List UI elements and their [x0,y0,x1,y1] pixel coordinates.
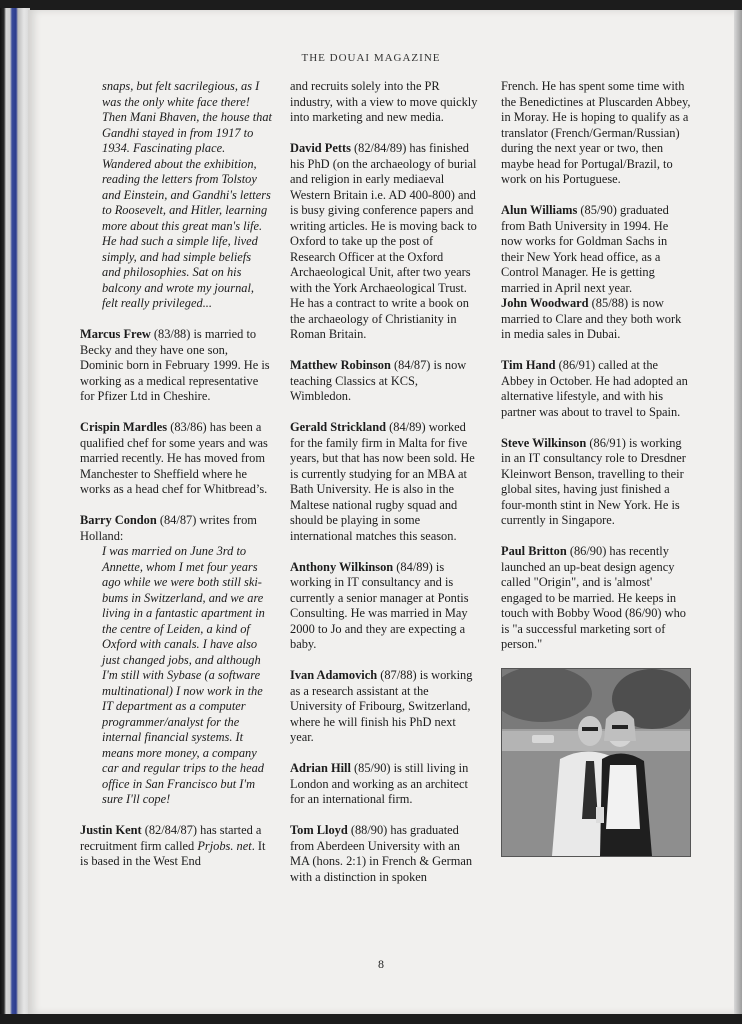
quote-continuation: snaps, but felt sacrilegious, as I was the only white face there! Then Mani Bhaven, the house that Gandhi stayed in from 1917 to 1934. Fascinating place. Wandered about the exhibition, reading the letters from Tolstoy and Einstein, and Gandhi's letters to Roosevelt, and Hitler, learning more about this great man's life. He had such a simple life, lived simply, and had simple beliefs and philosophies. Sat on his balcony and wrote my journal, felt really privileged... [102,79,272,310]
entry-name: Steve Wilkinson [501,435,587,450]
book-binding [0,8,30,1014]
entry [290,560,478,653]
entry-name: Barry Condon [80,513,157,527]
entry-text: (88/90) has graduated from Aberdeen University with an MA (hons. 2:1) in French & German with a distinction in spoken [290,823,473,884]
entry-text: (86/90) has recently launched an up-beat design agency called "Origin", and is 'almost' engaged to be married. He keeps in touch with Bobby Wood (86/90) who is "a successful marketing sort of person." [501,544,686,651]
entry-name: Matthew Robinson [290,358,391,372]
entry [290,761,478,808]
entry-text: (85/90) graduated from Bath University in 1994. He now works for Goldman Sachs in their New York head office, as a Control Manager. He is getting married in April next year. [501,203,669,295]
entry [290,668,478,746]
entry-crispin-mardles [80,420,272,498]
entry-name: Alun Williams [501,203,578,217]
entry-text: (82/84/89) has finished his PhD (on the archaeology of burial and religion in early mediaeval Western Britain i.e. AD 400-800) and is busy giving conference papers and writing articles. He is moving back to Oxford to take up the post of Research Officer at the Oxford Archaeological Unit, after two years with the York Archaeological Trust. He has a contract to write a book on the archaeology of Christianity in Roman Britain. [290,141,477,341]
entry-text: (82/84/87) has started a recruitment firm called [80,823,262,853]
entry-text: (84/89) is working in IT consultancy and is currently a senior manager at Pontis Consulting. He was married in May 2000 to Jo and they are expecting a baby. [290,559,469,651]
entry [290,420,478,544]
entry-list [501,358,691,653]
facing-page-edge [734,10,742,1014]
entry-name: Justin Kent [80,823,142,837]
couple-photo [501,668,691,857]
entry-name: Paul Britton [501,544,567,558]
entry-text: (83/86) has been a qualified chef for some years and was married recently. He has moved from Manchester to Sheffield where he works as a head chef for Whitbread’s. [80,420,268,496]
entry-text: (87/88) is working as a research assistant at the University of Fribourg, Switzerland, where he will finish his PhD next year. [290,668,473,744]
entry-name: Tom Lloyd [290,823,348,837]
entry-text: (83/88) is married to Becky and they have one son, Dominic born in February 1999. He is working as a medical representative for Pfizer Ltd in Cheshire. [80,327,270,403]
quote-barry-condon: I was married on June 3rd to Annette, whom I met four years ago while we were both still ski-bums in Switzerland, and we are living in a fantastic apartment in the centre of Leiden, a kind of Oxford with canals. I have also just changed jobs, and although I'm still with Sybase (a software multinational) I now work in the IT department as a computer programmer/analyst for the internal financial systems. It means more money, a company car and regular trips to the head office in San Francisco but I'm sure I'll cope! [102,544,265,806]
column-right [501,79,691,857]
entry [501,544,691,653]
entry-text: (84/87) is now teaching Classics at KCS, Wimbledon. [290,358,467,403]
running-header: THE DOUAI MAGAZINE [301,52,441,64]
text-continuation: and recruits solely into the PR industry, with a view to move quickly into marketing and new media. [290,79,478,124]
entry-text: . It is based in the West End [80,838,266,868]
entry-text: (85/88) is now married to Clare and they both work in media sales in Dubai. [501,296,682,341]
text-continuation: French. He has spent some time with the Benedictines at Pluscarden Abbey, in Moray. He is hoping to qualify as a translator (French/German/Russian) during the next year or two, then maybe head for Portugal/Brazil, to work on his Portuguese. [501,79,691,186]
entry-list [290,141,478,885]
page-number: 8 [378,957,384,971]
entry-barry-condon [80,513,272,544]
entry-alun-john [501,203,691,343]
entry-name: David Petts [290,141,351,155]
firm-name: Prjobs. net [197,838,252,853]
entry [290,823,478,885]
entry-text: (86/91) is working in an IT consultancy role to Dresdner Kleinwort Benson, travelling to their global sites, having just finished a four-month stint in New York. He is currently in Singapore. [501,435,686,527]
photo-illustration [502,669,690,856]
entry-name: Tim Hand [501,358,556,372]
entry-name: Adrian Hill [290,761,351,775]
entry-name: John Woodward [501,296,589,310]
entry-marcus-frew [80,327,272,405]
entry-justin-kent [80,823,272,870]
entry-text: (84/89) worked for the family firm in Malta for five years, but that has now been sold. He is currently studying for an MBA at Bath University. He is also in the Maltese national rugby squad and should be playing in some international matches this season. [290,420,475,543]
column-middle [290,79,478,901]
entry-name: Anthony Wilkinson [290,559,394,574]
column-left [80,79,272,885]
entry [290,141,478,343]
entry [501,436,691,529]
entry-text: (86/91) called at the Abbey in October. He had adopted an alternative lifestyle, and with his partner was about to travel to Spain. [501,358,688,419]
entry-name: Marcus Frew [80,327,151,341]
entry [290,358,478,405]
entry [501,358,691,420]
entry-name: Ivan Adamovich [290,668,378,682]
entry-text: (84/87) writes from Holland: [80,513,257,543]
entry-name: Crispin Mardles [80,420,168,434]
entry-text: (85/90) is still living in London and working as an architect for an international firm. [290,761,469,806]
entry-name: Gerald Strickland [290,420,387,434]
